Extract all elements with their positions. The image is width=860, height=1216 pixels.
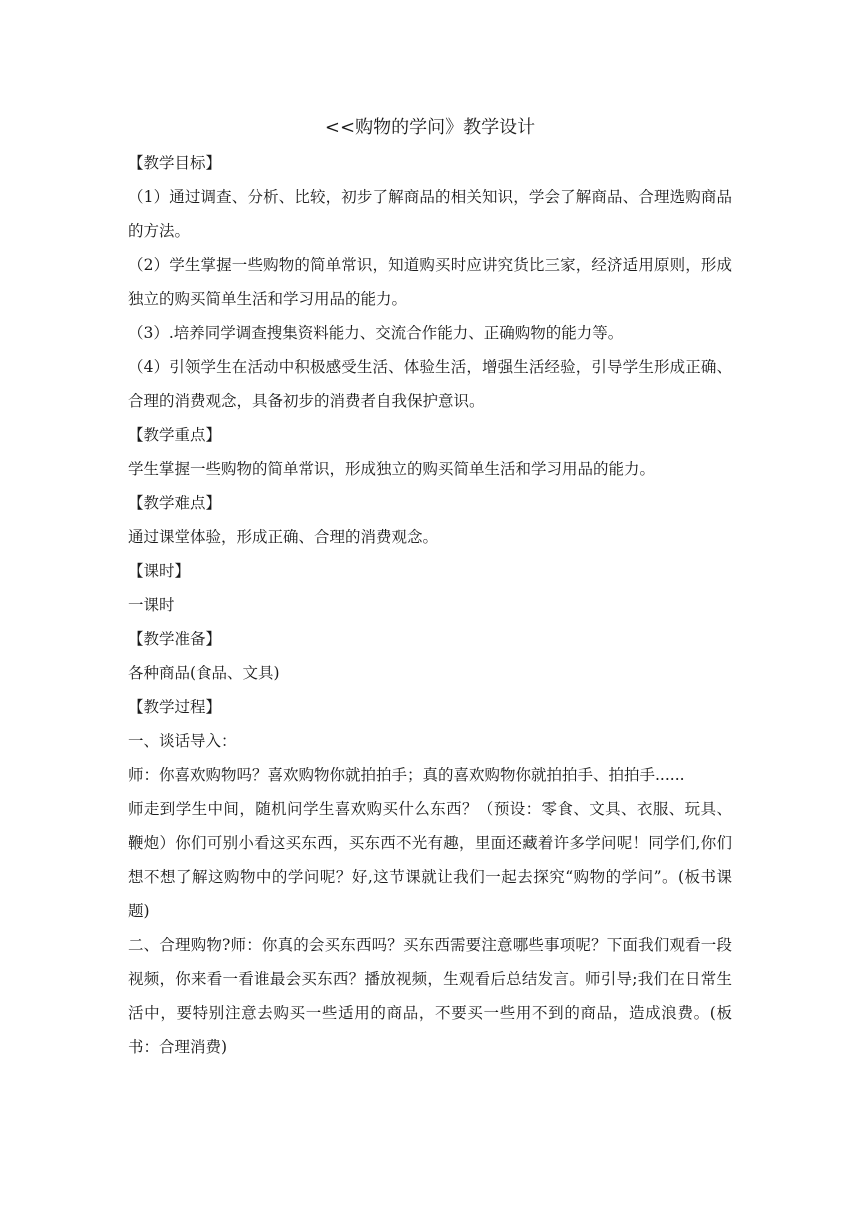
goal-2: （2）学生掌握一些购物的简单常识，知道购买时应讲究货比三家，经济适用原则，形成独立的购买简单生活和学习用品的能力。 — [128, 256, 732, 308]
process-step-2: 二、合理购物?师：你真的会买东西吗？买东西需要注意哪些事项呢？下面我们观看一段视频，你来看一看谁最会买东西？播放视频，生观看后总结发言。师引导;我们在日常生活中，要特别注意去购买一些适用的商品，不要买一些用不到的商品，造成浪费。(板书：合理消费) — [128, 936, 732, 1056]
process-step-1-teacher: 师：你喜欢购物吗？喜欢购物你就拍拍手；真的喜欢购物你就拍拍手、拍拍手...... — [128, 766, 685, 784]
goal-1: （1）通过调查、分析、比较，初步了解商品的相关知识，学会了解商品、合理选购商品的方法。 — [128, 188, 732, 240]
goal-4: （4）引领学生在活动中积极感受生活、体验生活，增强生活经验，引导学生形成正确、合理的消费观念，具备初步的消费者自我保护意识。 — [128, 358, 732, 410]
heading-key-points: 【教学重点】 — [128, 426, 222, 444]
preparation-text: 各种商品(食品、文具) — [128, 664, 280, 682]
document-page — [128, 110, 732, 1064]
process-step-1-detail: 师走到学生中间，随机问学生喜欢购买什么东西？（预设：零食、文具、衣服、玩具、鞭炮）你们可别小看这买东西，买东西不光有趣，里面还藏着许多学问呢！同学们,你们想不想了解这购物中的学问呢？好,这节课就让我们一起去探究“购物的学问”。(板书课题) — [128, 800, 732, 920]
goal-3: （3）.培养同学调查搜集资料能力、交流合作能力、正确购物的能力等。 — [128, 324, 624, 342]
heading-preparation: 【教学准备】 — [128, 630, 222, 648]
heading-process: 【教学过程】 — [128, 698, 222, 716]
document-body — [128, 146, 732, 1064]
document-title: <<购物的学问》教学设计 — [324, 117, 536, 138]
class-hours-text: 一课时 — [128, 596, 175, 614]
heading-teaching-goals: 【教学目标】 — [128, 154, 222, 172]
difficulties-text: 通过课堂体验，形成正确、合理的消费观念。 — [128, 528, 439, 546]
key-points-text: 学生掌握一些购物的简单常识，形成独立的购买简单生活和学习用品的能力。 — [128, 460, 656, 478]
heading-class-hours: 【课时】 — [128, 562, 191, 580]
heading-difficulties: 【教学难点】 — [128, 494, 222, 512]
process-step-1-title: 一、谈话导入： — [128, 732, 237, 750]
